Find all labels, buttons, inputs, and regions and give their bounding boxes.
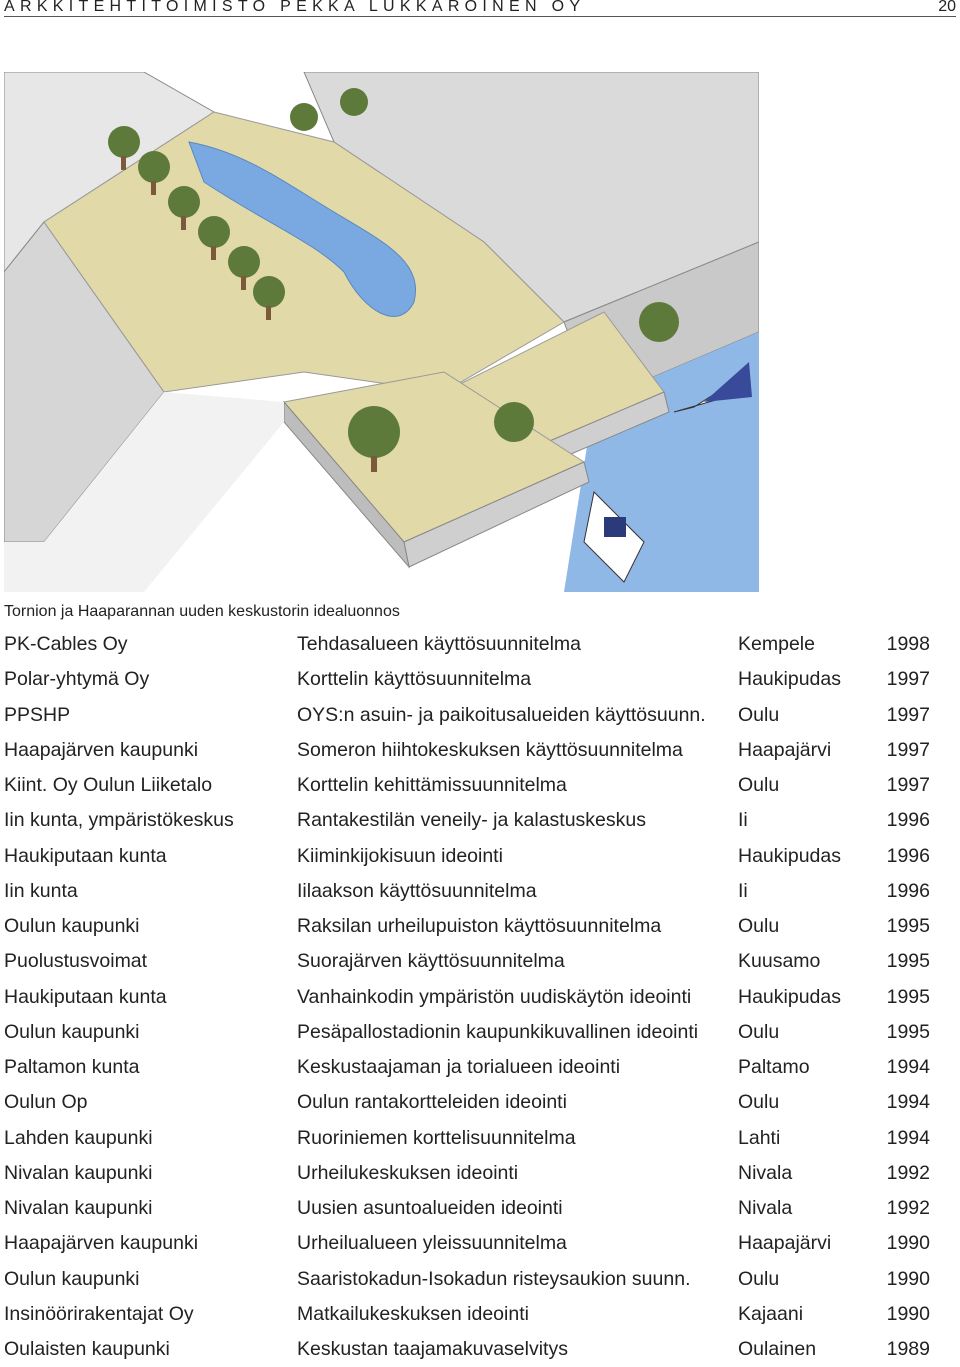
project-place: Haukipudas bbox=[738, 668, 841, 691]
project-name: Suorajärven käyttösuunnitelma bbox=[297, 950, 565, 973]
project-name: Ruoriniemen korttelisuunnitelma bbox=[297, 1126, 576, 1149]
client-name: Puolustusvoimat bbox=[4, 950, 148, 973]
project-name: Rantakestilän veneily- ja kalastuskeskus bbox=[297, 809, 647, 832]
client-name: Polar-yhtymä Oy bbox=[4, 668, 150, 691]
figure-caption: Tornion ja Haaparannan uuden keskustorin idealuonnos bbox=[4, 603, 400, 620]
project-name: Uusien asuntoalueiden ideointi bbox=[297, 1197, 563, 1219]
project-name: Korttelin käyttösuunnitelma bbox=[297, 668, 532, 691]
project-year: 1995 bbox=[886, 1020, 930, 1043]
project-name: Raksilan urheilupuiston käyttösuunnitelma bbox=[297, 915, 662, 937]
project-place: Oulu bbox=[738, 915, 780, 937]
project-place: Oulu bbox=[738, 703, 780, 726]
client-name: Haapajärven kaupunki bbox=[4, 738, 199, 761]
client-name: Oulun kaupunki bbox=[4, 915, 140, 937]
project-row bbox=[4, 1015, 956, 1050]
project-row bbox=[4, 733, 956, 768]
project-row bbox=[4, 1262, 956, 1297]
page-header bbox=[4, 0, 956, 17]
project-year: 1996 bbox=[886, 879, 930, 902]
project-name: OYS:n asuin- ja paikoitusalueiden käyttösuunn. bbox=[297, 703, 706, 726]
project-place: Paltamo bbox=[738, 1056, 810, 1078]
project-place: Haapajärvi bbox=[738, 738, 832, 761]
project-name: Kiiminkijokisuun ideointi bbox=[297, 844, 503, 867]
project-row bbox=[4, 698, 956, 733]
project-row bbox=[4, 1050, 956, 1085]
project-row bbox=[4, 980, 956, 1015]
client-name: Haapajärven kaupunki bbox=[4, 1232, 199, 1255]
project-year: 1992 bbox=[886, 1197, 930, 1219]
project-place: Kuusamo bbox=[738, 950, 821, 973]
project-place: Haapajärvi bbox=[738, 1232, 832, 1255]
project-year: 1996 bbox=[886, 809, 930, 832]
project-place: Nivala bbox=[738, 1197, 793, 1219]
project-place: Oulainen bbox=[738, 1338, 817, 1360]
project-year: 1990 bbox=[886, 1267, 930, 1290]
client-name: Iin kunta bbox=[4, 879, 78, 902]
project-year: 1995 bbox=[886, 985, 930, 1008]
project-year: 1994 bbox=[886, 1091, 930, 1114]
project-name: Tehdasalueen käyttösuunnitelma bbox=[297, 633, 582, 655]
project-name: Urheilukeskuksen ideointi bbox=[297, 1161, 519, 1184]
client-name: Nivalan kaupunki bbox=[4, 1161, 153, 1184]
project-place: Kajaani bbox=[738, 1302, 804, 1325]
project-year: 1995 bbox=[886, 915, 930, 937]
project-name: Oulun rantakortteleiden ideointi bbox=[297, 1091, 567, 1114]
project-row bbox=[4, 1191, 956, 1226]
project-year: 1995 bbox=[886, 950, 930, 973]
projects-list bbox=[4, 627, 956, 1367]
client-name: Oulun kaupunki bbox=[4, 1020, 140, 1043]
project-place: Oulu bbox=[738, 1020, 780, 1043]
project-place: Kempele bbox=[738, 633, 815, 655]
project-year: 1998 bbox=[886, 633, 930, 655]
project-year: 1989 bbox=[886, 1338, 930, 1360]
project-row bbox=[4, 944, 956, 979]
project-place: Ii bbox=[738, 809, 748, 832]
project-row bbox=[4, 839, 956, 874]
project-name: Someron hiihtokeskuksen käyttösuunnitelma bbox=[297, 738, 683, 761]
project-row bbox=[4, 627, 956, 662]
client-name: Nivalan kaupunki bbox=[4, 1197, 153, 1219]
square-rendering-illustration bbox=[4, 72, 759, 592]
project-row bbox=[4, 768, 956, 803]
project-name: Iilaakson käyttösuunnitelma bbox=[297, 879, 537, 902]
project-year: 1997 bbox=[886, 703, 930, 726]
client-name: PK-Cables Oy bbox=[4, 633, 128, 655]
project-year: 1992 bbox=[886, 1161, 930, 1184]
project-name: Saaristokadun-Isokadun risteysaukion suunn. bbox=[297, 1267, 691, 1290]
client-name: Oulaisten kaupunki bbox=[4, 1338, 170, 1360]
project-year: 1997 bbox=[886, 738, 930, 761]
client-name: Paltamon kunta bbox=[4, 1056, 140, 1078]
project-place: Haukipudas bbox=[738, 844, 841, 867]
project-place: Ii bbox=[738, 879, 748, 902]
project-place: Oulu bbox=[738, 774, 780, 796]
project-year: 1994 bbox=[886, 1126, 930, 1149]
project-name: Vanhainkodin ympäristön uudiskäytön ideointi bbox=[297, 985, 692, 1008]
project-place: Oulu bbox=[738, 1091, 780, 1114]
client-name: Haukiputaan kunta bbox=[4, 985, 167, 1008]
project-name: Keskustan taajamakuvaselvitys bbox=[297, 1338, 568, 1360]
project-place: Oulu bbox=[738, 1267, 780, 1290]
project-year: 1996 bbox=[886, 844, 930, 867]
client-name: Haukiputaan kunta bbox=[4, 844, 167, 867]
project-name: Korttelin kehittämissuunnitelma bbox=[297, 774, 567, 796]
project-year: 1994 bbox=[886, 1056, 930, 1078]
project-row bbox=[4, 1085, 956, 1120]
firm-name: ARKKITEHTITOIMISTO PEKKA LUKKAROINEN OY bbox=[4, 0, 586, 15]
project-row bbox=[4, 1297, 956, 1332]
project-year: 1997 bbox=[886, 774, 930, 796]
project-name: Keskustaajaman ja torialueen ideointi bbox=[297, 1056, 621, 1078]
project-row bbox=[4, 803, 956, 838]
project-name: Matkailukeskuksen ideointi bbox=[297, 1302, 529, 1325]
project-row bbox=[4, 1332, 956, 1367]
project-row bbox=[4, 1156, 956, 1191]
project-row bbox=[4, 874, 956, 909]
project-row bbox=[4, 909, 956, 944]
client-name: Iin kunta, ympäristökeskus bbox=[4, 809, 234, 832]
client-name: Lahden kaupunki bbox=[4, 1126, 153, 1149]
page-number: 20 bbox=[938, 0, 956, 15]
project-year: 1997 bbox=[886, 668, 930, 691]
project-name: Urheilualueen yleissuunnitelma bbox=[297, 1232, 567, 1255]
project-place: Nivala bbox=[738, 1161, 793, 1184]
project-year: 1990 bbox=[886, 1302, 930, 1325]
project-place: Lahti bbox=[738, 1126, 781, 1149]
project-place: Haukipudas bbox=[738, 985, 841, 1008]
project-row bbox=[4, 662, 956, 697]
square-rendering bbox=[4, 72, 759, 592]
project-name: Pesäpallostadionin kaupunkikuvallinen ideointi bbox=[297, 1020, 699, 1043]
project-row bbox=[4, 1226, 956, 1261]
client-name: Oulun kaupunki bbox=[4, 1267, 140, 1290]
project-year: 1990 bbox=[886, 1232, 930, 1255]
client-name: Insinöörirakentajat Oy bbox=[4, 1302, 194, 1325]
project-row bbox=[4, 1121, 956, 1156]
client-name: Kiint. Oy Oulun Liiketalo bbox=[4, 774, 213, 796]
client-name: PPSHP bbox=[4, 703, 71, 726]
client-name: Oulun Op bbox=[4, 1091, 88, 1114]
